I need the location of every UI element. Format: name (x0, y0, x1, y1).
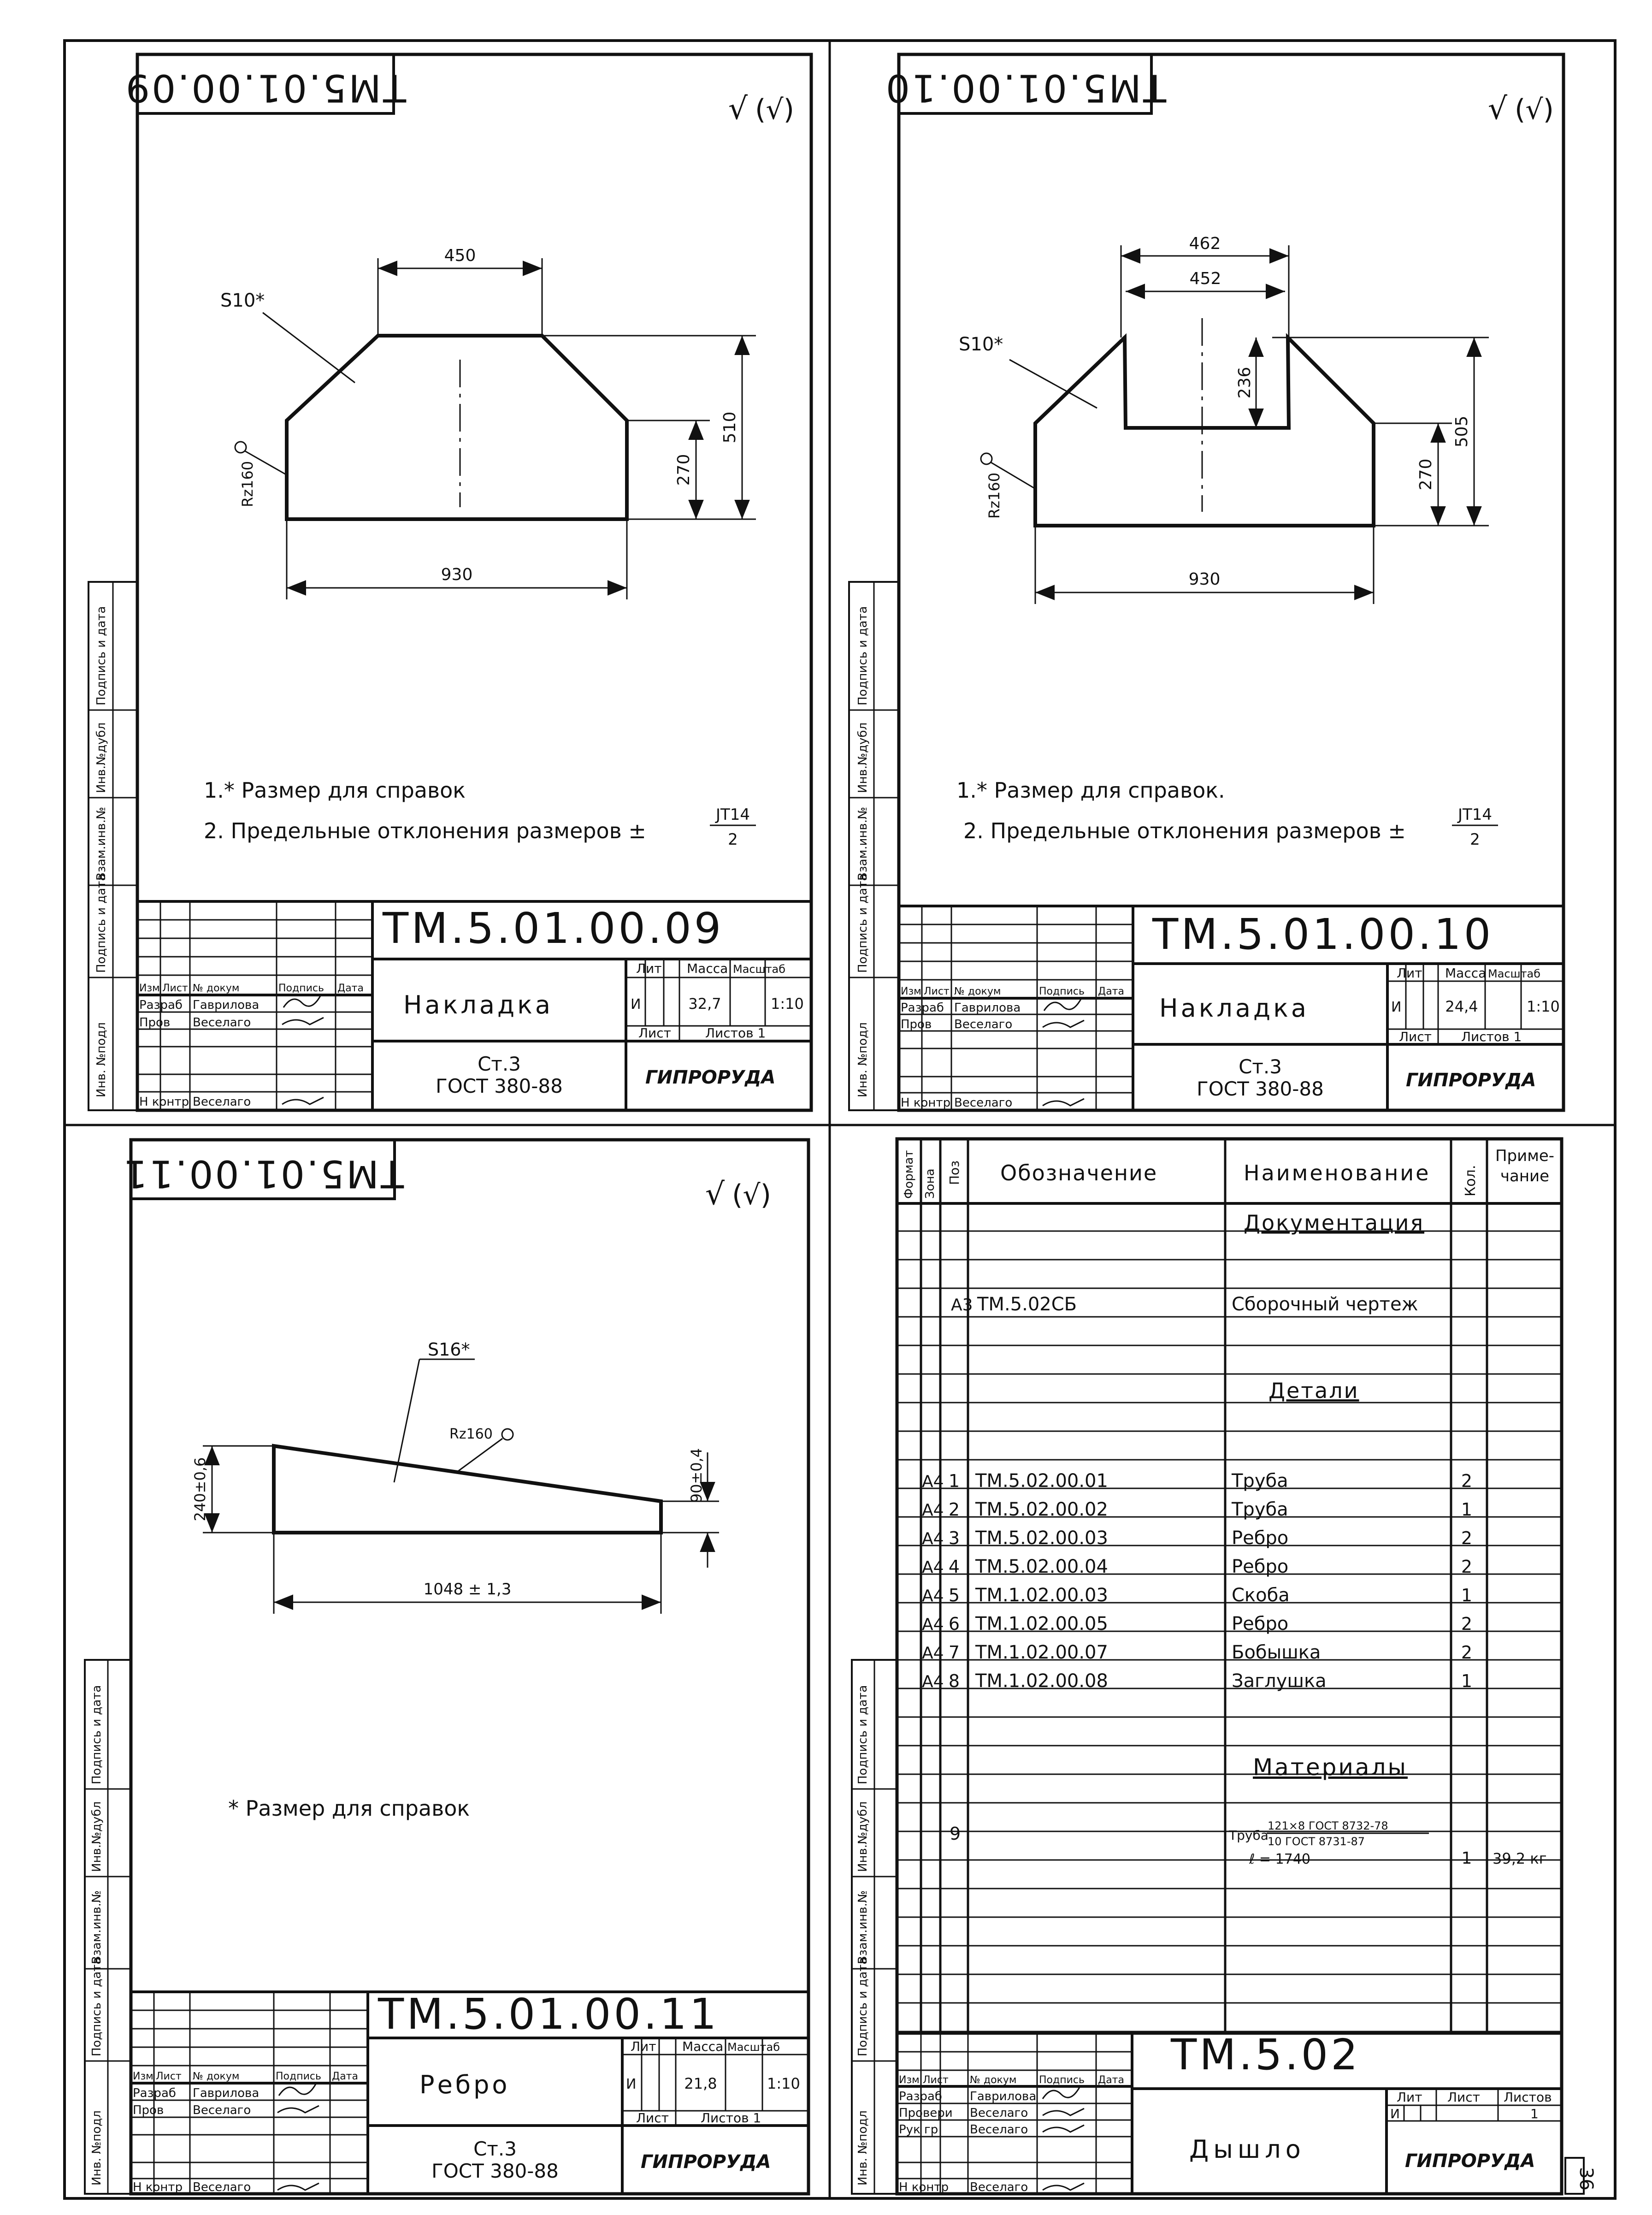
roughness-label: Rz160 (239, 461, 256, 507)
spec-designation: ТМ.5.02.00.03 (975, 1528, 1108, 1549)
stamp-role: Н контр (899, 2180, 949, 2194)
section-title: Детали (1268, 1378, 1359, 1403)
drawing-code: ТМ.5.01.00.10 (1152, 910, 1494, 959)
title-block (899, 906, 1564, 1110)
note-fraction: JT14 (715, 805, 750, 824)
stamp-role: Н контр (133, 2180, 183, 2194)
spec-header: Зона (923, 1168, 937, 1199)
spec-format: А4 (922, 1472, 944, 1491)
stamp-role: Провери (899, 2106, 953, 2120)
stamp-label: Масса (687, 961, 728, 976)
side-label: Подпись и дата (90, 1685, 104, 1784)
spec-position: 2 (948, 1499, 960, 1520)
spec-header: Обозначение (1000, 1161, 1158, 1185)
stamp-role: Пров (901, 1018, 932, 1031)
stamp-code: ТМ5.01.00.10 (884, 65, 1167, 110)
stamp-label: Масштаб (733, 963, 786, 976)
side-label: Инв. №подл (856, 2110, 870, 2185)
org-logo: ГИПРОРУДА (1405, 2150, 1535, 2172)
spec-qty: 1 (1461, 1849, 1472, 1868)
spec-format: А4 (922, 1672, 944, 1691)
stamp-person: Веселаго (954, 1018, 1013, 1031)
stamp-code: ТМ5.01.00.11 (121, 1151, 404, 1196)
spec-qty: 1 (1461, 1671, 1473, 1691)
roughness-mark: (√) (755, 94, 795, 126)
drawing-code: ТМ.5.01.00.09 (383, 904, 724, 953)
spec-format: А3 (951, 1296, 973, 1315)
spec-qty: 2 (1461, 1557, 1473, 1577)
stamp-header: Подпись (1039, 2074, 1085, 2086)
spec-format: А4 (922, 1644, 944, 1663)
roughness-label: Rz160 (449, 1426, 493, 1442)
stamp-role: Разраб (139, 998, 183, 1012)
stamp-person: Веселаго (970, 2180, 1028, 2194)
stamp-person: Веселаго (193, 2180, 251, 2194)
sheet-label: Лист (638, 1025, 671, 1041)
stamp-label: Масштаб (727, 2041, 780, 2054)
org-logo: ГИПРОРУДА (641, 2151, 771, 2173)
dimension-value: 450 (444, 246, 476, 265)
stamp-person: Гаврилова (970, 2090, 1037, 2103)
spec-designation: ТМ.1.02.00.03 (975, 1585, 1108, 1606)
dimension-value: 270 (1416, 458, 1435, 491)
spec-designation: ТМ.1.02.00.08 (975, 1670, 1108, 1692)
spec-qty: 2 (1461, 1471, 1473, 1491)
stamp-role: Разраб (901, 1001, 944, 1015)
spec-designation: ТМ.5.02.00.02 (975, 1499, 1108, 1520)
spec-name: Труба (1232, 1470, 1288, 1492)
spec-name: Ребро (1232, 1528, 1289, 1549)
side-strip (88, 582, 137, 1110)
leader-line (263, 313, 355, 383)
sheets-label: Листов 1 (701, 2110, 761, 2126)
spec-code: ТМ.5.02 (1171, 2030, 1361, 2079)
roughness-label: Rz160 (985, 472, 1003, 519)
stamp-label: Масса (682, 2039, 724, 2054)
stamp-header: № докум (970, 2074, 1017, 2086)
material: Ст.3 (473, 2138, 517, 2160)
note-line: * Размер для справок (228, 1796, 470, 1821)
side-label: Инв.№дубл (856, 722, 870, 793)
stamp-role: Н контр (901, 1096, 951, 1110)
material: ГОСТ 380-88 (436, 1075, 563, 1097)
stamp-header: Лист (924, 986, 950, 997)
stamp-label: Лит (1397, 2090, 1422, 2105)
drawing-sheet-10 (849, 54, 1564, 1110)
spec-name: Ребро (1232, 1613, 1289, 1635)
org-logo: ГИПРОРУДА (1406, 1070, 1536, 1091)
part-outline (274, 1446, 661, 1533)
section-title: Материалы (1253, 1754, 1408, 1781)
spec-format: А4 (922, 1587, 944, 1605)
spec-designation: ТМ.5.02.00.04 (975, 1556, 1108, 1577)
roughness-mark: (√) (1515, 94, 1554, 126)
stamp-header: Изм (139, 983, 160, 994)
signature (1043, 2087, 1084, 2190)
spec-qty: 2 (1461, 1642, 1473, 1663)
side-label: Инв.№дубл (94, 722, 108, 793)
roughness-mark: √ (1488, 91, 1508, 126)
material: ГОСТ 380-88 (1197, 1078, 1324, 1100)
dimension-value: 505 (1452, 415, 1471, 448)
stamp-header: Изм (901, 986, 921, 997)
spec-qty: 2 (1461, 1528, 1473, 1548)
sheets-label: Листов 1 (1461, 1029, 1522, 1044)
dimension-value: 1048 ± 1,3 (423, 1580, 512, 1599)
part-name: Ребро (419, 2070, 510, 2099)
side-label: Взам.инв.№ (856, 807, 870, 881)
spec-note: 39,2 кг (1493, 1850, 1547, 1867)
spec-format: А4 (922, 1529, 944, 1548)
page-number: 36 (1575, 2167, 1597, 2191)
material: Ст.3 (1239, 1055, 1282, 1078)
dimension-value: 240±0,6 (191, 1457, 209, 1522)
stamp-header: Дата (1098, 986, 1124, 997)
dimension-value: 462 (1189, 234, 1221, 253)
stamp-person: Веселаго (970, 2123, 1028, 2137)
part-name: Накладка (1159, 994, 1309, 1023)
stamp-header: Подпись (276, 2071, 321, 2082)
spec-qty: 2 (1461, 1614, 1473, 1634)
stamp-person: Гаврилова (954, 1001, 1021, 1015)
roughness-mark: √ (728, 91, 748, 126)
spec-name: Заглушка (1232, 1670, 1327, 1692)
leader-line (1009, 360, 1097, 408)
side-strip (852, 1660, 897, 2194)
outer-frame (65, 41, 1615, 2198)
stamp-person: Веселаго (193, 1016, 251, 1030)
stamp-label: Лит (1397, 965, 1422, 981)
spec-position: 9 (950, 1824, 961, 1844)
stamp-header: № докум (954, 986, 1001, 997)
part-name: Накладка (403, 990, 553, 1019)
sheet-label: Лист (636, 2110, 669, 2126)
stamp-label: Масштаб (1488, 967, 1541, 980)
roughness-circle (502, 1429, 513, 1440)
sheets-label: Листов 1 (705, 1025, 766, 1041)
spec-header: Наименование (1244, 1161, 1431, 1185)
material-length: ℓ = 1740 (1249, 1851, 1310, 1867)
stamp-person: Веселаго (193, 1095, 251, 1109)
side-label: Подпись и дата (94, 606, 108, 705)
side-label: Инв.№дубл (90, 1801, 104, 1872)
spec-header: Формат (902, 1150, 916, 1199)
lit-value: И (626, 2076, 637, 2092)
stamp-header: Лист (156, 2071, 182, 2082)
material: ГОСТ 380-88 (431, 2160, 559, 2182)
scale-value: 1:10 (1527, 998, 1560, 1015)
stamp-label: Листов (1504, 2090, 1552, 2105)
spec-header: Поз (947, 1160, 962, 1185)
dimension-value: 452 (1189, 269, 1221, 288)
scale-value: 1:10 (771, 995, 804, 1013)
stamp-role: Пров (139, 1016, 171, 1030)
spec-header: Приме-чание (1495, 1147, 1555, 1185)
side-label: Инв. №подл (856, 1022, 870, 1097)
spec-qty: 1 (1461, 1499, 1473, 1520)
title-block (131, 1990, 808, 2194)
stamp-header: Дата (1098, 2074, 1124, 2086)
mass-value: 21,8 (684, 2075, 717, 2092)
spec-name: Ребро (1232, 1556, 1289, 1577)
stamp-label: Масса (1445, 965, 1487, 981)
spec-name: Скоба (1232, 1585, 1290, 1606)
stamp-person: Гаврилова (193, 998, 260, 1012)
spec-designation: ТМ.5.02.00.01 (975, 1470, 1108, 1492)
section-title: Документация (1244, 1210, 1425, 1235)
side-label: Инв.№дубл (856, 1801, 870, 1872)
specification-sheet (852, 1139, 1562, 2194)
roughness-circle (981, 453, 992, 464)
stamp-role: Разраб (133, 2086, 176, 2100)
spec-qty: 1 (1461, 1585, 1473, 1605)
stamp-header: Подпись (1039, 986, 1085, 997)
mass-value: 24,4 (1445, 998, 1478, 1015)
material: Ст.3 (478, 1053, 521, 1075)
note-line: 2. Предельные отклонения размеров ± (204, 818, 646, 843)
scale-value: 1:10 (767, 2075, 800, 2092)
side-label: Подпись и дата (856, 1685, 870, 1784)
spec-position: 5 (948, 1585, 960, 1605)
side-label: Взам.инв.№ (856, 1890, 870, 1964)
title-block (897, 2030, 1562, 2194)
spec-format: А4 (922, 1615, 944, 1634)
sheet-label: Лист (1399, 1029, 1432, 1044)
stamp-person: Веселаго (193, 2103, 251, 2117)
stamp-person: Гаврилова (193, 2086, 260, 2100)
side-strip (85, 1660, 131, 2194)
sheets-value: 1 (1530, 2106, 1539, 2121)
roughness-mark: (√) (732, 1179, 772, 1211)
lit-value: И (631, 996, 641, 1013)
stamp-header: Лист (162, 983, 188, 994)
mass-value: 32,7 (688, 995, 721, 1013)
assembly-name: Дышло (1189, 2135, 1305, 2164)
stamp-header: № докум (193, 2071, 240, 2082)
spec-header: Кол. (1463, 1165, 1479, 1196)
note-fraction: 2 (728, 830, 738, 849)
spec-position: 6 (948, 1614, 960, 1634)
stamp-label: Лит (636, 961, 662, 976)
drawing-sheet-11 (85, 1140, 808, 2194)
spec-position: 7 (948, 1642, 960, 1663)
stamp-header: № докум (193, 983, 240, 994)
spec-format: А4 (922, 1558, 944, 1577)
stamp-header: Лист (923, 2074, 949, 2086)
dimension-value: 270 (674, 454, 693, 486)
lit-value: И (1391, 999, 1402, 1015)
spec-position: 8 (948, 1671, 960, 1691)
weld-label: S10* (220, 290, 265, 311)
stamp-label: Лит (631, 2039, 656, 2054)
dimension-value: 236 (1235, 367, 1254, 399)
side-label: Взам.инв.№ (94, 807, 108, 881)
material-name: Труба (1229, 1828, 1268, 1843)
stamp-code: ТМ5.01.00.09 (124, 65, 407, 110)
note-line: 2. Предельные отклонения размеров ± (963, 818, 1406, 843)
org-logo: ГИПРОРУДА (645, 1067, 776, 1088)
material-spec: 10 ГОСТ 8731-87 (1268, 1835, 1365, 1848)
spec-position: 4 (948, 1557, 960, 1577)
note-fraction: JT14 (1457, 805, 1493, 824)
signature (1043, 999, 1084, 1106)
stamp-header: Дата (337, 983, 364, 994)
stamp-role: Рук гр (899, 2123, 938, 2137)
stamp-role: Пров (133, 2103, 164, 2117)
side-strip (849, 582, 899, 1110)
drawing-sheet-09 (88, 54, 811, 1110)
dimension-value: 930 (441, 565, 473, 584)
side-label: Подпись и дата (856, 606, 870, 705)
spec-format: А4 (922, 1501, 944, 1520)
spec-name: Труба (1232, 1499, 1288, 1520)
spec-position: 1 (948, 1471, 960, 1491)
side-label: Подпись и дата (856, 873, 870, 973)
side-label: Подпись и дата (94, 873, 108, 973)
spec-designation: ТМ.1.02.00.07 (975, 1642, 1108, 1663)
stamp-person: Веселаго (970, 2106, 1028, 2120)
spec-name: Сборочный чертеж (1232, 1294, 1418, 1315)
side-label: Инв. №подл (90, 2110, 104, 2185)
spec-name: Бобышка (1232, 1642, 1321, 1663)
dimension-value: 90±0,4 (688, 1448, 705, 1503)
stamp-header: Дата (332, 2071, 358, 2082)
material-spec: 121×8 ГОСТ 8732-78 (1268, 1819, 1388, 1832)
dimension-value: 930 (1188, 570, 1221, 589)
spec-position: 3 (948, 1528, 960, 1548)
part-outline (287, 336, 627, 519)
spec-designation: ТМ.1.02.00.05 (975, 1613, 1108, 1635)
roughness-mark: √ (705, 1176, 725, 1212)
note-line: 1.* Размер для справок (204, 778, 466, 803)
stamp-role: Разраб (899, 2090, 942, 2103)
side-label: Подпись и дата (856, 1957, 870, 2056)
dimension-value: 510 (720, 411, 739, 444)
note-fraction: 2 (1470, 830, 1480, 849)
side-label: Подпись и дата (90, 1957, 104, 2056)
stamp-role: Н контр (139, 1095, 189, 1109)
roughness-circle (235, 442, 246, 453)
stamp-person: Веселаго (954, 1096, 1013, 1110)
note-line: 1.* Размер для справок. (956, 778, 1225, 803)
stamp-header: Подпись (278, 983, 324, 994)
drawing-code: ТМ.5.01.00.11 (378, 1990, 720, 2039)
side-label: Инв. №подл (94, 1022, 108, 1097)
stamp-header: Изм (133, 2071, 153, 2082)
spec-designation: ТМ.5.02СБ (977, 1294, 1077, 1315)
weld-label: S16* (428, 1339, 470, 1360)
spec-parts-list (922, 1470, 1472, 1692)
stamp-header: Изм (899, 2074, 920, 2086)
lit-value: И (1390, 2106, 1400, 2121)
stamp-label: Лист (1447, 2090, 1480, 2105)
side-label: Взам.инв.№ (90, 1890, 104, 1964)
title-block (137, 901, 811, 1110)
weld-label: S10* (959, 334, 1003, 355)
part-outline (1035, 338, 1374, 526)
